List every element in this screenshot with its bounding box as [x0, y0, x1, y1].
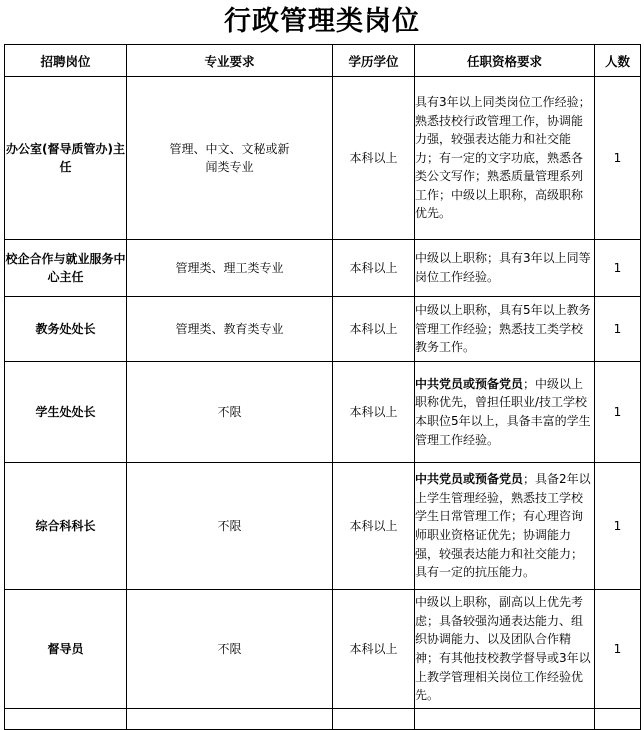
empty-cell [415, 709, 595, 730]
table-row [5, 362, 641, 463]
table-row [5, 297, 641, 362]
table-row [5, 240, 641, 297]
position-cell: 学生处处长 [5, 362, 127, 463]
header-position: 招聘岗位 [5, 45, 127, 77]
major-text: 管理、中文、文秘或新闻类专业 [169, 142, 290, 174]
table-row [5, 77, 641, 240]
qualification-bold: 中共党员或预备党员 [415, 472, 524, 487]
header-row [5, 45, 641, 77]
header-count: 人数 [595, 45, 641, 77]
recruitment-table [4, 44, 641, 730]
position-cell: 教务处处长 [5, 297, 127, 362]
major-cell [127, 77, 333, 240]
count-cell: 1 [595, 240, 641, 297]
empty-cell [595, 709, 641, 730]
qualification-cell [415, 297, 595, 362]
empty-cell [5, 709, 127, 730]
degree-cell: 本科以上 [333, 362, 415, 463]
major-cell: 管理类、教育类专业 [127, 297, 333, 362]
qualification-cell [415, 240, 595, 297]
count-cell: 1 [595, 77, 641, 240]
table-row-cutoff [5, 709, 641, 730]
degree-cell: 本科以上 [333, 590, 415, 709]
qualification-text: 中级以上职称；具有3年以上同等岗位工作经验。 [415, 251, 591, 284]
major-cell: 不限 [127, 463, 333, 590]
position-cell: 办公室(督导质管办)主任 [5, 77, 127, 240]
major-cell: 不限 [127, 590, 333, 709]
position-cell: 督导员 [5, 590, 127, 709]
count-cell: 1 [595, 463, 641, 590]
major-cell: 管理类、理工类专业 [127, 240, 333, 297]
table-row [5, 590, 641, 709]
count-cell: 1 [595, 362, 641, 463]
qualification-cell [415, 77, 595, 240]
qualification-text: 中级以上职称，副高以上优先考虑；具备较强沟通表达能力、组织协调能力、以及团队合作精神；有其他技校教学督导或3年以上教学管理相关岗位工作经验优先。 [415, 595, 591, 703]
count-cell: 1 [595, 297, 641, 362]
count-cell: 1 [595, 590, 641, 709]
position-cell: 校企合作与就业服务中心主任 [5, 240, 127, 297]
qualification-text: ；中级以上职称优先，曾担任职业/技工学校本职位5年以上，具备丰富的学生管理工作经验。 [415, 376, 591, 447]
empty-cell [127, 709, 333, 730]
qualification-text: 中级以上职称，具有5年以上教务管理工作经验；熟悉技工类学校教务工作。 [415, 303, 591, 355]
page-title: 行政管理类岗位 [224, 6, 420, 37]
degree-cell: 本科以上 [333, 240, 415, 297]
major-cell: 不限 [127, 362, 333, 463]
qualification-cell [415, 362, 595, 463]
table-row [5, 463, 641, 590]
degree-cell: 本科以上 [333, 77, 415, 240]
qualification-cell [415, 590, 595, 709]
degree-cell: 本科以上 [333, 297, 415, 362]
qualification-text: 具有3年以上同类岗位工作经验；熟悉技校行政管理工作，协调能力强，较强表达能力和社交能力；有一定的文字功底，熟悉各类公文写作；熟悉质量管理系列工作；中级以上职称，高级职称优先。 [415, 94, 591, 221]
empty-cell [333, 709, 415, 730]
qualification-text: ；具备2年以上学生管理经验，熟悉技工学校学生日常管理工作；有心理咨询师职业资格证优先；协调能力强，较强表达能力和社交能力；具有一定的抗压能力。 [415, 472, 591, 580]
header-degree: 学历学位 [333, 45, 415, 77]
header-qualification: 任职资格要求 [415, 45, 595, 77]
qualification-bold: 中共党员或预备党员 [415, 376, 524, 391]
position-cell: 综合科科长 [5, 463, 127, 590]
qualification-cell [415, 463, 595, 590]
degree-cell: 本科以上 [333, 463, 415, 590]
header-major: 专业要求 [127, 45, 333, 77]
